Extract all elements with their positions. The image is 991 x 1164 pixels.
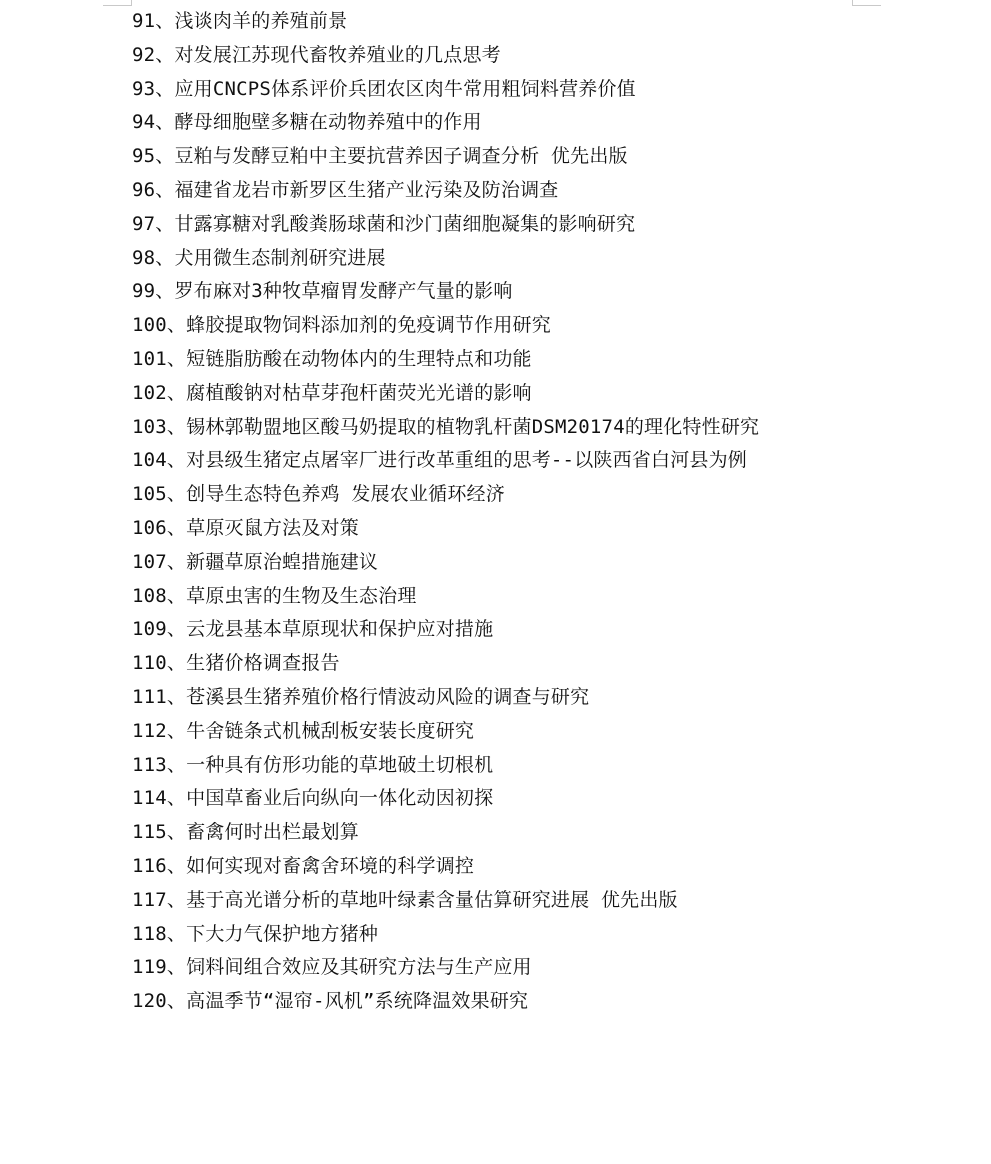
article-title-list — [132, 5, 952, 1019]
list-item: 107、新疆草原治蝗措施建议 — [132, 550, 379, 573]
list-item: 106、草原灭鼠方法及对策 — [132, 516, 359, 539]
list-item: 114、中国草畜业后向纵向一体化动因初探 — [132, 787, 494, 810]
list-item: 113、一种具有仿形功能的草地破土切根机 — [132, 753, 494, 776]
list-item: 97、甘露寡糖对乳酸粪肠球菌和沙门菌细胞凝集的影响研究 — [132, 212, 636, 235]
list-item: 100、蜂胶提取物饲料添加剂的免疫调节作用研究 — [132, 314, 551, 337]
list-item: 103、锡林郭勒盟地区酸马奶提取的植物乳杆菌DSM20174的理化特性研究 — [132, 415, 760, 438]
list-item: 95、豆粕与发酵豆粕中主要抗营养因子调查分析 优先出版 — [132, 145, 628, 168]
list-item: 117、基于高光谱分析的草地叶绿素含量估算研究进展 优先出版 — [132, 888, 678, 911]
list-item: 118、下大力气保护地方猪种 — [132, 922, 379, 945]
page-corner-mark-left — [103, 0, 132, 6]
list-item: 108、草原虫害的生物及生态治理 — [132, 584, 417, 607]
list-item: 112、牛舍链条式机械刮板安装长度研究 — [132, 719, 475, 742]
list-item: 111、苍溪县生猪养殖价格行情波动风险的调查与研究 — [132, 685, 590, 708]
list-item: 105、创导生态特色养鸡 发展农业循环经济 — [132, 483, 505, 506]
list-item: 110、生猪价格调查报告 — [132, 652, 340, 675]
list-item: 96、福建省龙岩市新罗区生猪产业污染及防治调查 — [132, 178, 559, 201]
list-item: 104、对县级生猪定点屠宰厂进行改革重组的思考--以陕西省白河县为例 — [132, 449, 747, 472]
list-item: 102、腐植酸钠对枯草芽孢杆菌荧光光谱的影响 — [132, 381, 532, 404]
list-item: 116、如何实现对畜禽舍环境的科学调控 — [132, 854, 475, 877]
list-item: 93、应用CNCPS体系评价兵团农区肉牛常用粗饲料营养价值 — [132, 77, 636, 100]
list-item: 98、犬用微生态制剂研究进展 — [132, 246, 386, 269]
list-item: 91、浅谈肉羊的养殖前景 — [132, 10, 348, 32]
list-item: 115、畜禽何时出栏最划算 — [132, 821, 359, 844]
list-item: 120、高温季节“湿帘-风机”系统降温效果研究 — [132, 990, 529, 1013]
list-item: 101、短链脂肪酸在动物体内的生理特点和功能 — [132, 347, 532, 370]
list-item: 109、云龙县基本草原现状和保护应对措施 — [132, 618, 494, 641]
list-item: 99、罗布麻对3种牧草瘤胃发酵产气量的影响 — [132, 280, 513, 303]
list-item: 92、对发展江苏现代畜牧养殖业的几点思考 — [132, 43, 501, 66]
list-item: 94、酵母细胞壁多糖在动物养殖中的作用 — [132, 111, 482, 134]
list-item: 119、饲料间组合效应及其研究方法与生产应用 — [132, 956, 532, 979]
